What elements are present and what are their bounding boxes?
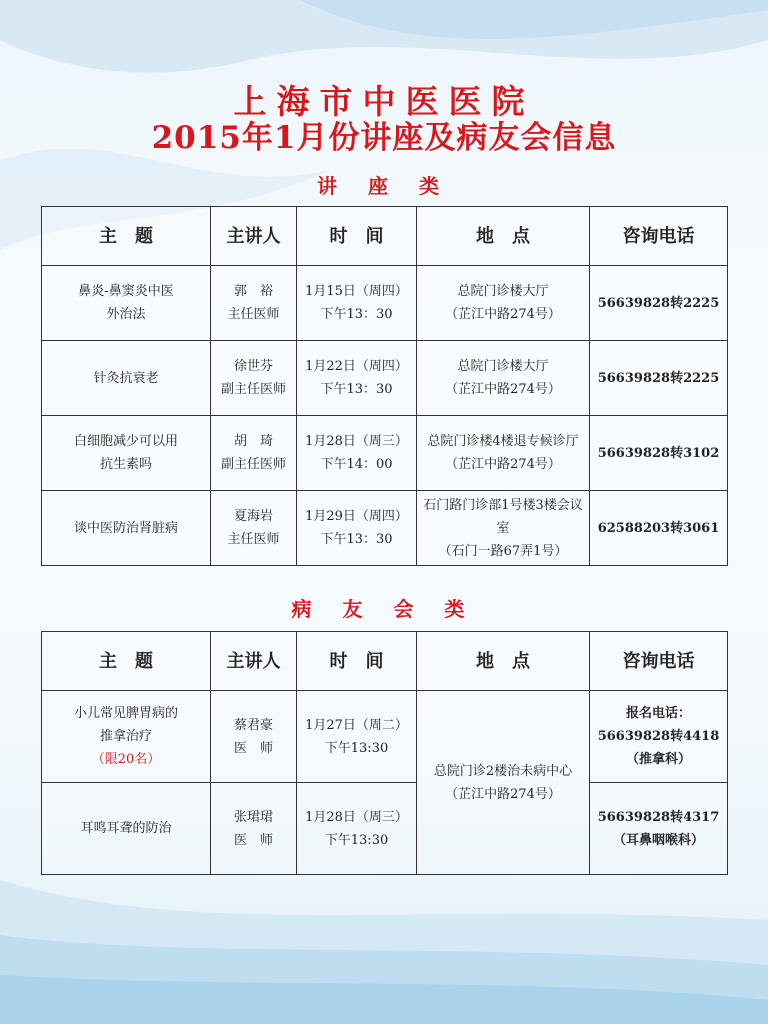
speaker-name: 张珺珺	[233, 809, 273, 825]
phone-department: （推拿科）	[625, 752, 691, 767]
col-speaker-header: 主讲人	[211, 207, 297, 266]
time-cell	[297, 416, 417, 491]
speaker-name: 夏海岩	[233, 509, 273, 524]
speaker-cell	[211, 783, 297, 875]
place-cell	[417, 341, 590, 416]
table-row	[42, 783, 728, 875]
phone-number: 56639828转2225	[597, 370, 720, 386]
time-cell	[297, 691, 417, 783]
col-time-header: 时 间	[297, 207, 417, 266]
page-subtitle: 2015年1月份讲座及病友会信息	[151, 120, 617, 156]
hospital-title: 上海市中医医院	[233, 82, 535, 121]
table-row	[42, 416, 728, 491]
lecture-header-row	[42, 207, 728, 266]
place-name: 总院门诊楼大厅	[457, 284, 549, 299]
capacity-note: （限20名）	[91, 752, 161, 767]
date: 1月15日（周四）	[305, 284, 408, 299]
topic-cell	[42, 266, 211, 341]
speaker-cell	[211, 691, 297, 783]
speaker-cell	[211, 341, 297, 416]
phone-cell	[590, 783, 728, 875]
time-cell	[297, 341, 417, 416]
date: 1月27日（周二）	[305, 717, 408, 733]
place-name: 总院门诊楼4楼退专候诊厅	[427, 434, 579, 449]
topic-line: 鼻炎-鼻窦炎中医	[78, 284, 174, 299]
col-place-header: 地 点	[417, 632, 590, 691]
col-place-header: 地 点	[417, 207, 590, 266]
topic-cell	[42, 783, 211, 875]
hour: 下午13:30	[324, 740, 389, 756]
place-address: （石门一路67弄1号）	[438, 543, 568, 559]
place-address: （芷江中路274号）	[445, 786, 561, 802]
date: 1月29日（周四）	[305, 509, 408, 524]
speaker-title: 主任医师	[227, 532, 280, 547]
speaker-name: 郭 裕	[233, 284, 273, 299]
phone-cell	[590, 416, 728, 491]
topic-cell	[42, 691, 211, 783]
time-cell	[297, 266, 417, 341]
topic-line: 白细胞减少可以用	[73, 434, 178, 449]
col-phone-header: 咨询电话	[590, 632, 728, 691]
topic-line: 谈中医防治肾脏病	[73, 520, 178, 536]
topic-line: 抗生素吗	[99, 457, 152, 472]
place-address: （芷江中路274号）	[445, 382, 561, 397]
phone-department: （耳鼻咽喉科）	[612, 832, 704, 848]
speaker-title: 医 师	[233, 832, 273, 848]
table-row	[42, 691, 728, 783]
patient-club-header-row	[42, 632, 728, 691]
phone-cell	[590, 266, 728, 341]
topic-line: 针灸抗衰老	[93, 370, 159, 386]
topic-line: 耳鸣耳聋的防治	[80, 821, 172, 836]
col-speaker-header: 主讲人	[211, 632, 297, 691]
phone-number: 56639828转4317	[597, 809, 720, 825]
place-address: （芷江中路274号）	[445, 457, 561, 472]
place-cell	[417, 416, 590, 491]
hour: 下午13：30	[320, 307, 393, 322]
table-row	[42, 266, 728, 341]
speaker-cell	[211, 266, 297, 341]
phone-label: 报名电话：	[625, 706, 691, 721]
topic-cell	[42, 416, 211, 491]
speaker-cell	[211, 416, 297, 491]
hour: 下午13：30	[320, 532, 393, 547]
speaker-title: 副主任医师	[220, 382, 286, 397]
place-name: 总院门诊楼大厅	[457, 359, 549, 374]
topic-cell	[42, 491, 211, 566]
time-cell	[297, 783, 417, 875]
patient-club-table	[41, 631, 728, 875]
speaker-cell	[211, 491, 297, 566]
col-topic-header: 主 题	[42, 632, 211, 691]
place-cell	[417, 491, 590, 566]
phone-cell	[590, 491, 728, 566]
phone-number: 56639828转2225	[597, 295, 720, 311]
speaker-name: 徐世芬	[233, 359, 273, 374]
topic-line: 推拿治疗	[99, 729, 152, 744]
speaker-title: 医 师	[233, 740, 273, 756]
date: 1月28日（周三）	[305, 809, 408, 825]
phone-number: 56639828转3102	[597, 445, 720, 461]
patient-club-section-title: 病 友 会 类	[291, 597, 477, 621]
phone-cell	[590, 691, 728, 783]
col-topic-header: 主 题	[42, 207, 211, 266]
hour: 下午13：30	[320, 382, 393, 397]
date: 1月22日（周四）	[305, 359, 408, 374]
speaker-title: 副主任医师	[220, 457, 286, 472]
speaker-name: 蔡君豪	[233, 717, 273, 733]
table-row	[42, 341, 728, 416]
time-cell	[297, 491, 417, 566]
table-row	[42, 491, 728, 566]
phone-number: 56639828转4418	[597, 729, 720, 744]
phone-number: 62588203转3061	[597, 520, 720, 536]
hour: 下午14：00	[320, 457, 393, 472]
place-address: （芷江中路274号）	[445, 307, 561, 322]
speaker-name: 胡 琦	[233, 434, 273, 449]
lecture-table	[41, 206, 728, 566]
lecture-section-title: 讲 座 类	[317, 174, 451, 198]
topic-line: 外治法	[106, 307, 146, 322]
phone-cell	[590, 341, 728, 416]
topic-line: 小儿常见脾胃病的	[73, 706, 178, 721]
place-name: 总院门诊2楼治未病中心	[433, 763, 573, 779]
topic-cell	[42, 341, 211, 416]
hour: 下午13:30	[324, 832, 389, 848]
place-name: 石门路门诊部1号楼3楼会议室	[423, 497, 583, 536]
place-cell	[417, 266, 590, 341]
shared-place-cell	[417, 691, 590, 875]
speaker-title: 主任医师	[227, 307, 280, 322]
date: 1月28日（周三）	[305, 434, 408, 449]
col-phone-header: 咨询电话	[590, 207, 728, 266]
col-time-header: 时 间	[297, 632, 417, 691]
